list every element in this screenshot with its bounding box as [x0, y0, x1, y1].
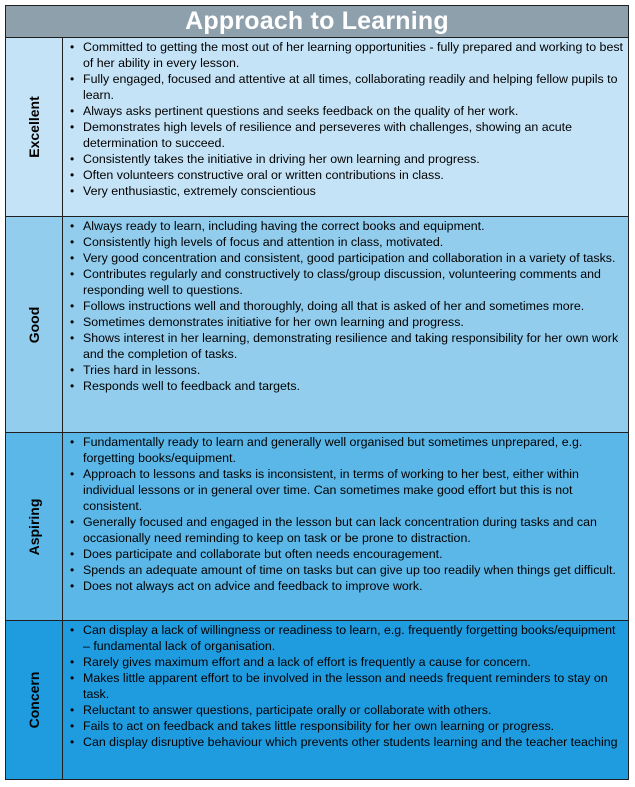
criterion-item: • Demonstrates high levels of resilience and perseveres with challenges, showing an acute determination to succeed.: [83, 119, 624, 151]
criterion-item: • Shows interest in her learning, demonstrating resilience and taking responsibility for her own work and the completion of tasks.: [83, 330, 624, 362]
criterion-item: • Approach to lessons and tasks is inconsistent, in terms of working to her best, either within individual lessons or in general over time. Can sometimes make good effort but this is not consistent.: [83, 466, 624, 514]
criteria-list-aspiring: [63, 433, 628, 594]
criterion-item: • Reluctant to answer questions, participate orally or collaborate with others.: [83, 702, 624, 718]
criterion-item: • Rarely gives maximum effort and a lack of effort is frequently a cause for concern.: [83, 654, 624, 670]
band-label-good: Good: [6, 217, 63, 432]
criteria-list-concern: [63, 621, 628, 750]
band-aspiring: [6, 433, 628, 621]
criterion-item: • Can display disruptive behaviour which prevents other students learning and the teacher teaching: [83, 734, 624, 750]
criterion-item: • Spends an adequate amount of time on tasks but can give up too readily when things get difficult.: [83, 562, 624, 578]
criterion-item: • Makes little apparent effort to be involved in the lesson and needs frequent reminders to stay on task.: [83, 670, 624, 702]
criterion-item: • Sometimes demonstrates initiative for her own learning and progress.: [83, 314, 624, 330]
band-excellent: [6, 38, 628, 217]
criterion-item: • Always ready to learn, including having the correct books and equipment.: [83, 218, 624, 234]
criteria-list-good: [63, 217, 628, 394]
criterion-item: • Fails to act on feedback and takes little responsibility for her own learning or progress.: [83, 718, 624, 734]
criterion-item: • Does participate and collaborate but often needs encouragement.: [83, 546, 624, 562]
criterion-item: • Often volunteers constructive oral or written contributions in class.: [83, 167, 624, 183]
band-label-aspiring: Aspiring: [6, 433, 63, 620]
criterion-item: • Does not always act on advice and feedback to improve work.: [83, 578, 624, 594]
band-label-concern: Concern: [6, 621, 63, 779]
criterion-item: • Can display a lack of willingness or readiness to learn, e.g. frequently forgetting books/equipment – fundamental lack of organisation.: [83, 622, 624, 654]
band-label-excellent: Excellent: [6, 38, 63, 216]
criterion-item: • Fully engaged, focused and attentive at all times, collaborating readily and helping fellow pupils to learn.: [83, 71, 624, 103]
band-good: [6, 217, 628, 433]
criterion-item: • Tries hard in lessons.: [83, 362, 624, 378]
criterion-item: • Very enthusiastic, extremely conscientious: [83, 183, 624, 199]
approach-to-learning-table: [5, 5, 629, 780]
criterion-item: • Fundamentally ready to learn and generally well organised but sometimes unprepared, e.g. forgetting books/equipment.: [83, 434, 624, 466]
criterion-item: • Contributes regularly and constructively to class/group discussion, volunteering comments and responding well to questions.: [83, 266, 624, 298]
criterion-item: • Very good concentration and consistent, good participation and collaboration in a variety of tasks.: [83, 250, 624, 266]
criterion-item: • Committed to getting the most out of her learning opportunities - fully prepared and working to best of her ability in every lesson.: [83, 39, 624, 71]
criterion-item: • Responds well to feedback and targets.: [83, 378, 624, 394]
criterion-item: • Always asks pertinent questions and seeks feedback on the quality of her work.: [83, 103, 624, 119]
band-concern: [6, 621, 628, 779]
criterion-item: • Consistently high levels of focus and attention in class, motivated.: [83, 234, 624, 250]
criterion-item: • Generally focused and engaged in the lesson but can lack concentration during tasks and can occasionally need reminding to keep on task or be prone to distraction.: [83, 514, 624, 546]
criteria-list-excellent: [63, 38, 628, 199]
table-title: Approach to Learning: [6, 6, 628, 38]
criterion-item: • Consistently takes the initiative in driving her own learning and progress.: [83, 151, 624, 167]
criterion-item: • Follows instructions well and thoroughly, doing all that is asked of her and sometimes more.: [83, 298, 624, 314]
